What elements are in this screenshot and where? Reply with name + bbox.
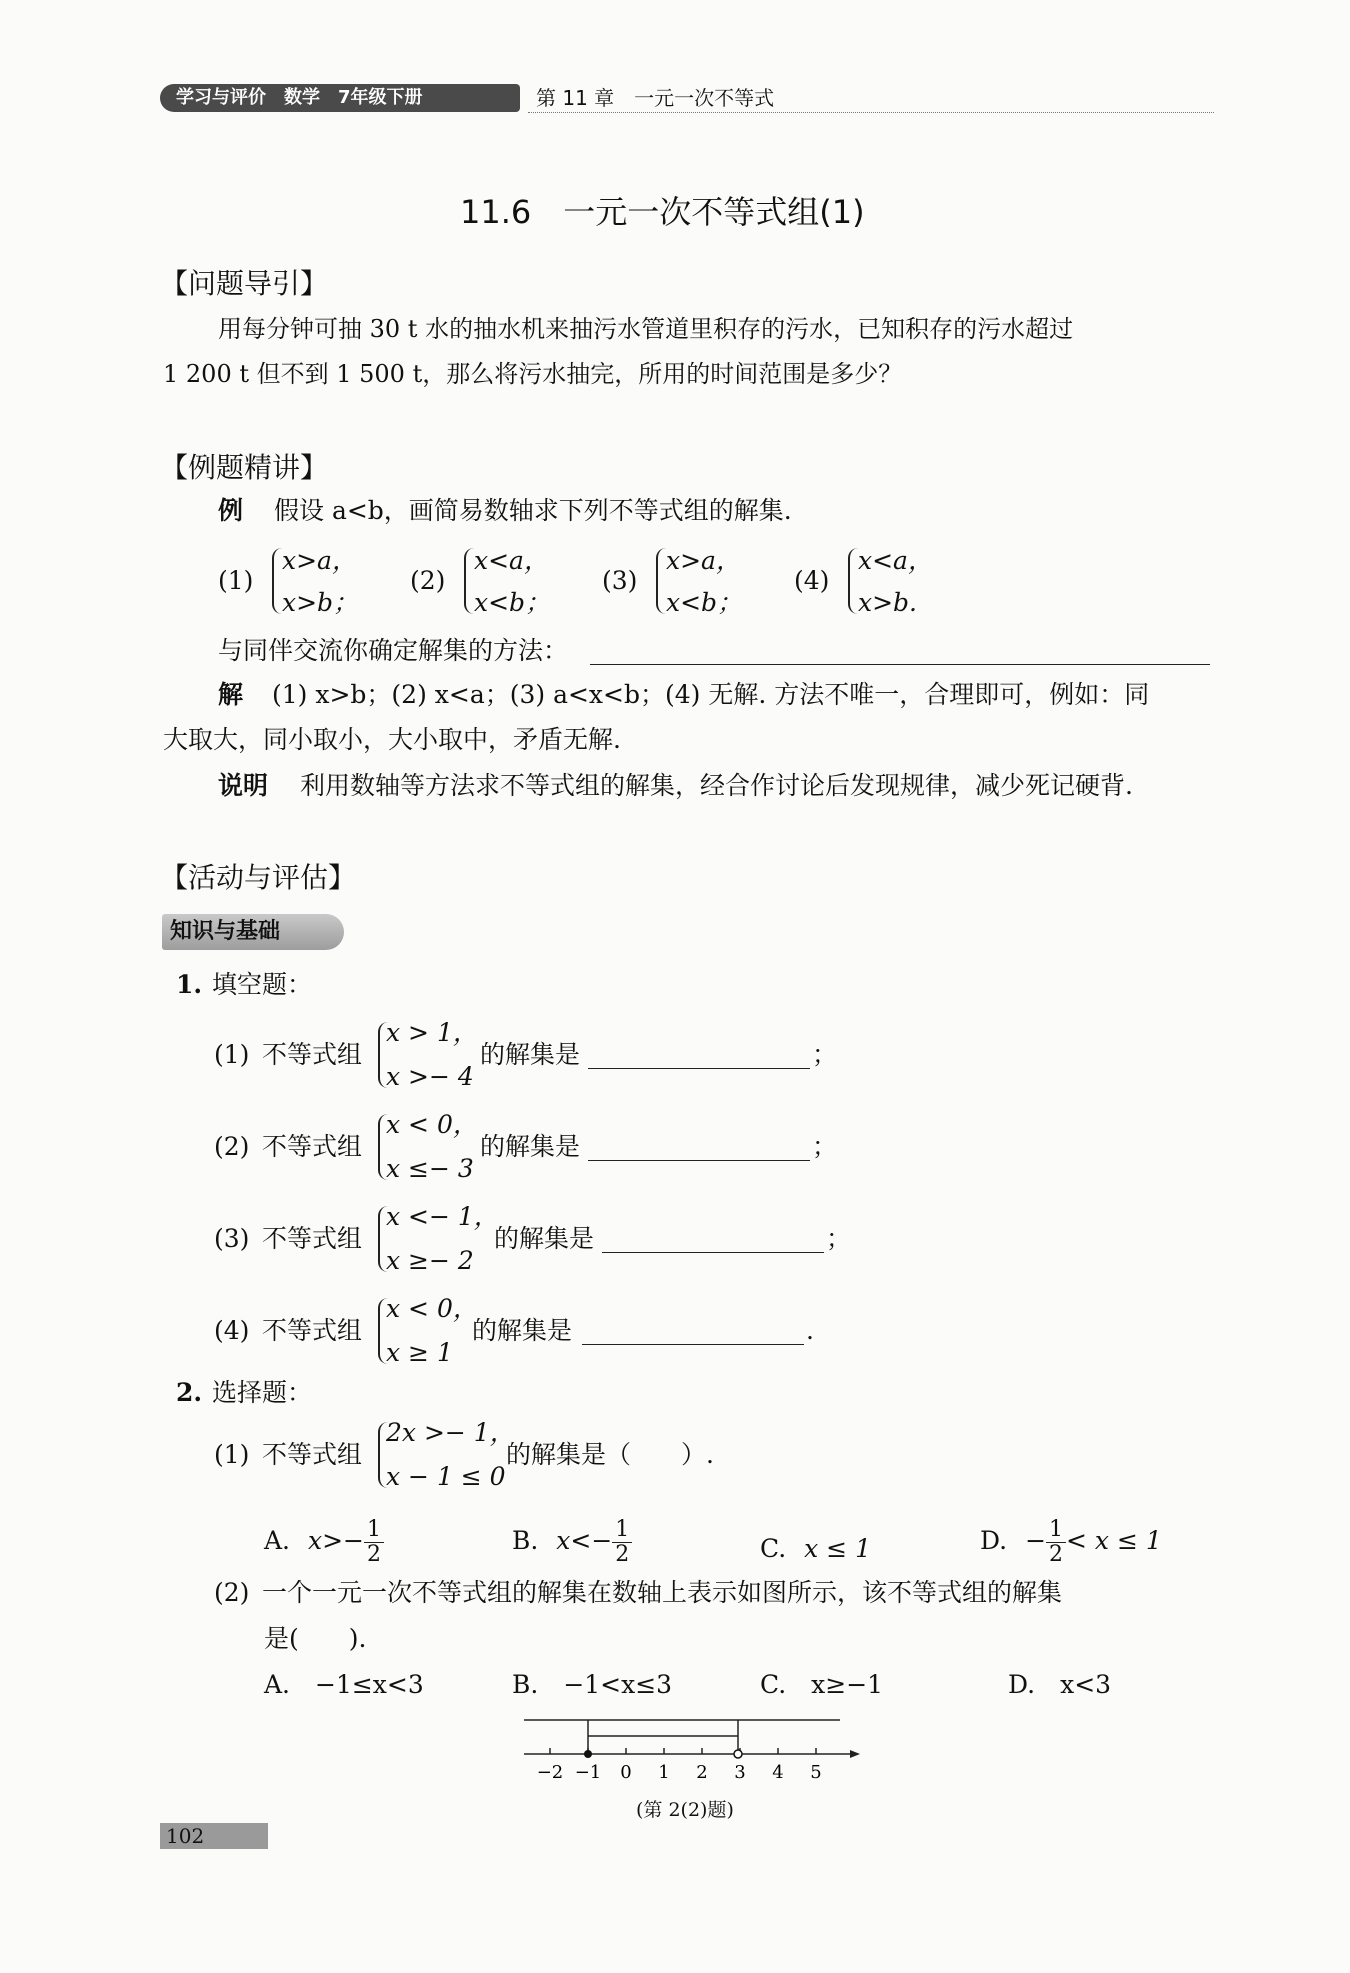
figure-caption: (第 2(2)题) bbox=[636, 1799, 734, 1821]
axis-tick-label: −1 bbox=[574, 1762, 602, 1783]
q1-item-2-bottom: x ≤− 3 bbox=[386, 1154, 474, 1183]
example-system-1-bottom: x>b； bbox=[282, 588, 359, 617]
q1-item-2-end: ； bbox=[812, 1132, 838, 1161]
fraction-numerator: 1 bbox=[1046, 1518, 1066, 1543]
q2-number: 2. bbox=[176, 1378, 203, 1407]
intro-heading: 【问题导引】 bbox=[160, 267, 329, 300]
q2-p1-option-c-text: x ≤ 1 bbox=[804, 1534, 871, 1563]
q2-p1-option-b[interactable] bbox=[512, 1518, 632, 1567]
example-system-3-brace bbox=[656, 548, 666, 614]
page-number: 102 bbox=[166, 1824, 205, 1848]
q1-item-2-num: (2) bbox=[214, 1132, 250, 1161]
axis-arrow-icon bbox=[850, 1750, 860, 1758]
q1-item-4-lead: 不等式组 bbox=[262, 1316, 363, 1345]
closed-endpoint-minus-1 bbox=[584, 1750, 592, 1758]
q2-p2-option-c[interactable]: C. x≥−1 bbox=[760, 1670, 884, 1699]
intro-line-1: 用每分钟可抽 30 t 水的抽水机来抽污水管道里积存的污水，已知积存的污水超过 bbox=[218, 315, 1074, 343]
example-system-2-brace bbox=[464, 548, 474, 614]
solution-line-1: (1) x>b；(2) x<a；(3) a<x<b；(4) 无解. 方法不唯一，合理即可，例如：同 bbox=[272, 680, 1150, 709]
example-system-1-top: x>a， bbox=[282, 546, 357, 575]
solution-label: 解 bbox=[218, 680, 244, 709]
q1-item-2-blank[interactable] bbox=[588, 1160, 810, 1161]
header-series: 学习与评价 数学 7年级下册 bbox=[176, 87, 423, 108]
axis-tick-label: −2 bbox=[536, 1762, 564, 1783]
q1-number: 1. bbox=[176, 970, 203, 999]
q1-item-1-tail: 的解集是 bbox=[480, 1040, 581, 1069]
intro-line-2: 1 200 t 但不到 1 500 t，那么将污水抽完，所用的时间范围是多少？ bbox=[163, 360, 903, 388]
example-system-4-brace bbox=[848, 548, 858, 614]
q1-title: 填空题： bbox=[212, 970, 313, 999]
q1-item-1-blank[interactable] bbox=[588, 1068, 810, 1069]
q2-p1-option-b-fraction bbox=[612, 1518, 632, 1567]
q2-p1-option-a-text: x>− bbox=[307, 1526, 364, 1555]
q1-item-3-top: x <− 1， bbox=[386, 1202, 499, 1231]
example-system-4-num: (4) bbox=[794, 566, 830, 595]
example-system-2-top: x<a， bbox=[474, 546, 549, 575]
q2-p1-option-a[interactable] bbox=[264, 1518, 384, 1567]
q1-item-3-num: (3) bbox=[214, 1224, 250, 1253]
q2-title: 选择题： bbox=[212, 1378, 313, 1407]
knowledge-badge bbox=[162, 914, 344, 950]
header-rule bbox=[528, 112, 1214, 113]
note-label: 说明 bbox=[218, 771, 269, 800]
example-system-1-brace bbox=[272, 548, 282, 614]
q2-p1-option-c[interactable] bbox=[760, 1534, 871, 1564]
knowledge-badge-label: 知识与基础 bbox=[170, 919, 281, 944]
example-system-3-num: (3) bbox=[602, 566, 638, 595]
q2-p2-num: (2) bbox=[214, 1578, 250, 1607]
q2-p2-option-d[interactable]: D. x<3 bbox=[1008, 1670, 1112, 1699]
example-system-2-bottom: x<b； bbox=[474, 588, 551, 617]
fraction-denominator: 2 bbox=[366, 1542, 381, 1567]
q1-item-1-end: ； bbox=[812, 1040, 838, 1069]
header-series-bar bbox=[160, 84, 520, 112]
example-discuss: 与同伴交流你确定解集的方法： bbox=[218, 636, 569, 665]
q1-item-3-blank[interactable] bbox=[602, 1252, 824, 1253]
q2-p1-tail: 的解集是（ ）. bbox=[506, 1440, 714, 1469]
activity-heading: 【活动与评估】 bbox=[160, 861, 357, 894]
example-label: 例 bbox=[218, 496, 244, 525]
number-line-figure bbox=[510, 1708, 870, 1798]
fraction-denominator: 2 bbox=[1049, 1542, 1064, 1567]
example-system-3-bottom: x<b； bbox=[666, 588, 743, 617]
fraction-numerator: 1 bbox=[364, 1518, 384, 1543]
q1-item-2-tail: 的解集是 bbox=[480, 1132, 581, 1161]
q1-item-1-lead: 不等式组 bbox=[262, 1040, 363, 1069]
axis-tick-label: 1 bbox=[658, 1762, 670, 1783]
q1-item-3-tail: 的解集是 bbox=[494, 1224, 595, 1253]
q1-item-4-top: x < 0， bbox=[386, 1294, 478, 1323]
axis-tick-label: 2 bbox=[696, 1762, 708, 1783]
open-endpoint-3 bbox=[734, 1750, 742, 1758]
q2-p1-option-d-post: < x ≤ 1 bbox=[1066, 1526, 1162, 1555]
q1-item-3-end: ； bbox=[826, 1224, 852, 1253]
q2-p1-option-b-label: B. bbox=[512, 1526, 539, 1555]
q2-p1-option-c-label: C. bbox=[760, 1534, 787, 1563]
q2-p1-option-d[interactable] bbox=[980, 1518, 1162, 1567]
q1-item-3-bottom: x ≥− 2 bbox=[386, 1246, 474, 1275]
axis-tick-label: 4 bbox=[772, 1762, 784, 1783]
example-heading: 【例题精讲】 bbox=[160, 451, 329, 484]
axis-tick-label: 3 bbox=[734, 1762, 746, 1783]
q2-p1-option-d-label: D. bbox=[980, 1526, 1008, 1555]
q1-item-4-bottom: x ≥ 1 bbox=[386, 1338, 453, 1367]
q1-item-2-lead: 不等式组 bbox=[262, 1132, 363, 1161]
q2-p2-line-1: 一个一元一次不等式组的解集在数轴上表示如图所示，该不等式组的解集 bbox=[262, 1578, 1063, 1607]
q2-p1-lead: 不等式组 bbox=[262, 1440, 363, 1469]
example-system-3-top: x>a， bbox=[666, 546, 741, 575]
example-system-4-top: x<a， bbox=[858, 546, 933, 575]
q1-item-4-num: (4) bbox=[214, 1316, 250, 1345]
q1-item-4-tail: 的解集是 bbox=[472, 1316, 573, 1345]
q2-p1-num: (1) bbox=[214, 1440, 250, 1469]
q2-p2-option-b[interactable]: B. −1<x≤3 bbox=[512, 1670, 673, 1699]
q1-item-1-top: x > 1， bbox=[386, 1018, 478, 1047]
q2-p1-option-d-pre: − bbox=[1025, 1526, 1047, 1555]
axis-tick-label: 0 bbox=[620, 1762, 632, 1783]
q1-item-4-blank[interactable] bbox=[582, 1344, 804, 1345]
q1-item-4-end: . bbox=[806, 1316, 814, 1345]
q2-p1-option-d-fraction bbox=[1046, 1518, 1066, 1567]
example-system-4-bottom: x>b. bbox=[858, 588, 917, 617]
q1-item-1-bottom: x >− 4 bbox=[386, 1062, 474, 1091]
header-chapter: 第 11 章 一元一次不等式 bbox=[536, 86, 775, 110]
section-title: 11.6 一元一次不等式组(1) bbox=[460, 193, 865, 231]
q2-p1-option-b-text: x<− bbox=[556, 1526, 613, 1555]
q1-item-1-num: (1) bbox=[214, 1040, 250, 1069]
fraction-numerator: 1 bbox=[612, 1518, 632, 1543]
q1-item-3-lead: 不等式组 bbox=[262, 1224, 363, 1253]
note-text: 利用数轴等方法求不等式组的解集，经合作讨论后发现规律，减少死记硬背. bbox=[300, 771, 1133, 800]
q2-p2-option-a[interactable]: A. −1≤x<3 bbox=[264, 1670, 424, 1699]
q2-p2-line-2: 是( ). bbox=[264, 1624, 367, 1653]
example-discuss-blank[interactable] bbox=[590, 664, 1210, 665]
q2-p1-bottom: x − 1 ≤ 0 bbox=[386, 1462, 506, 1491]
example-system-2-num: (2) bbox=[410, 566, 446, 595]
q2-p1-option-a-label: A. bbox=[264, 1526, 291, 1555]
q2-p1-option-a-fraction bbox=[364, 1518, 384, 1567]
q1-item-2-top: x < 0， bbox=[386, 1110, 478, 1139]
fraction-denominator: 2 bbox=[615, 1542, 630, 1567]
example-prompt: 假设 a<b，画简易数轴求下列不等式组的解集. bbox=[274, 496, 792, 525]
page-number-bar bbox=[160, 1823, 268, 1849]
q2-p1-top: 2x >− 1， bbox=[386, 1418, 515, 1447]
solution-line-2: 大取大，同小取小，大小取中，矛盾无解. bbox=[163, 725, 621, 754]
axis-tick-label: 5 bbox=[810, 1762, 822, 1783]
example-system-1-num: (1) bbox=[218, 566, 254, 595]
